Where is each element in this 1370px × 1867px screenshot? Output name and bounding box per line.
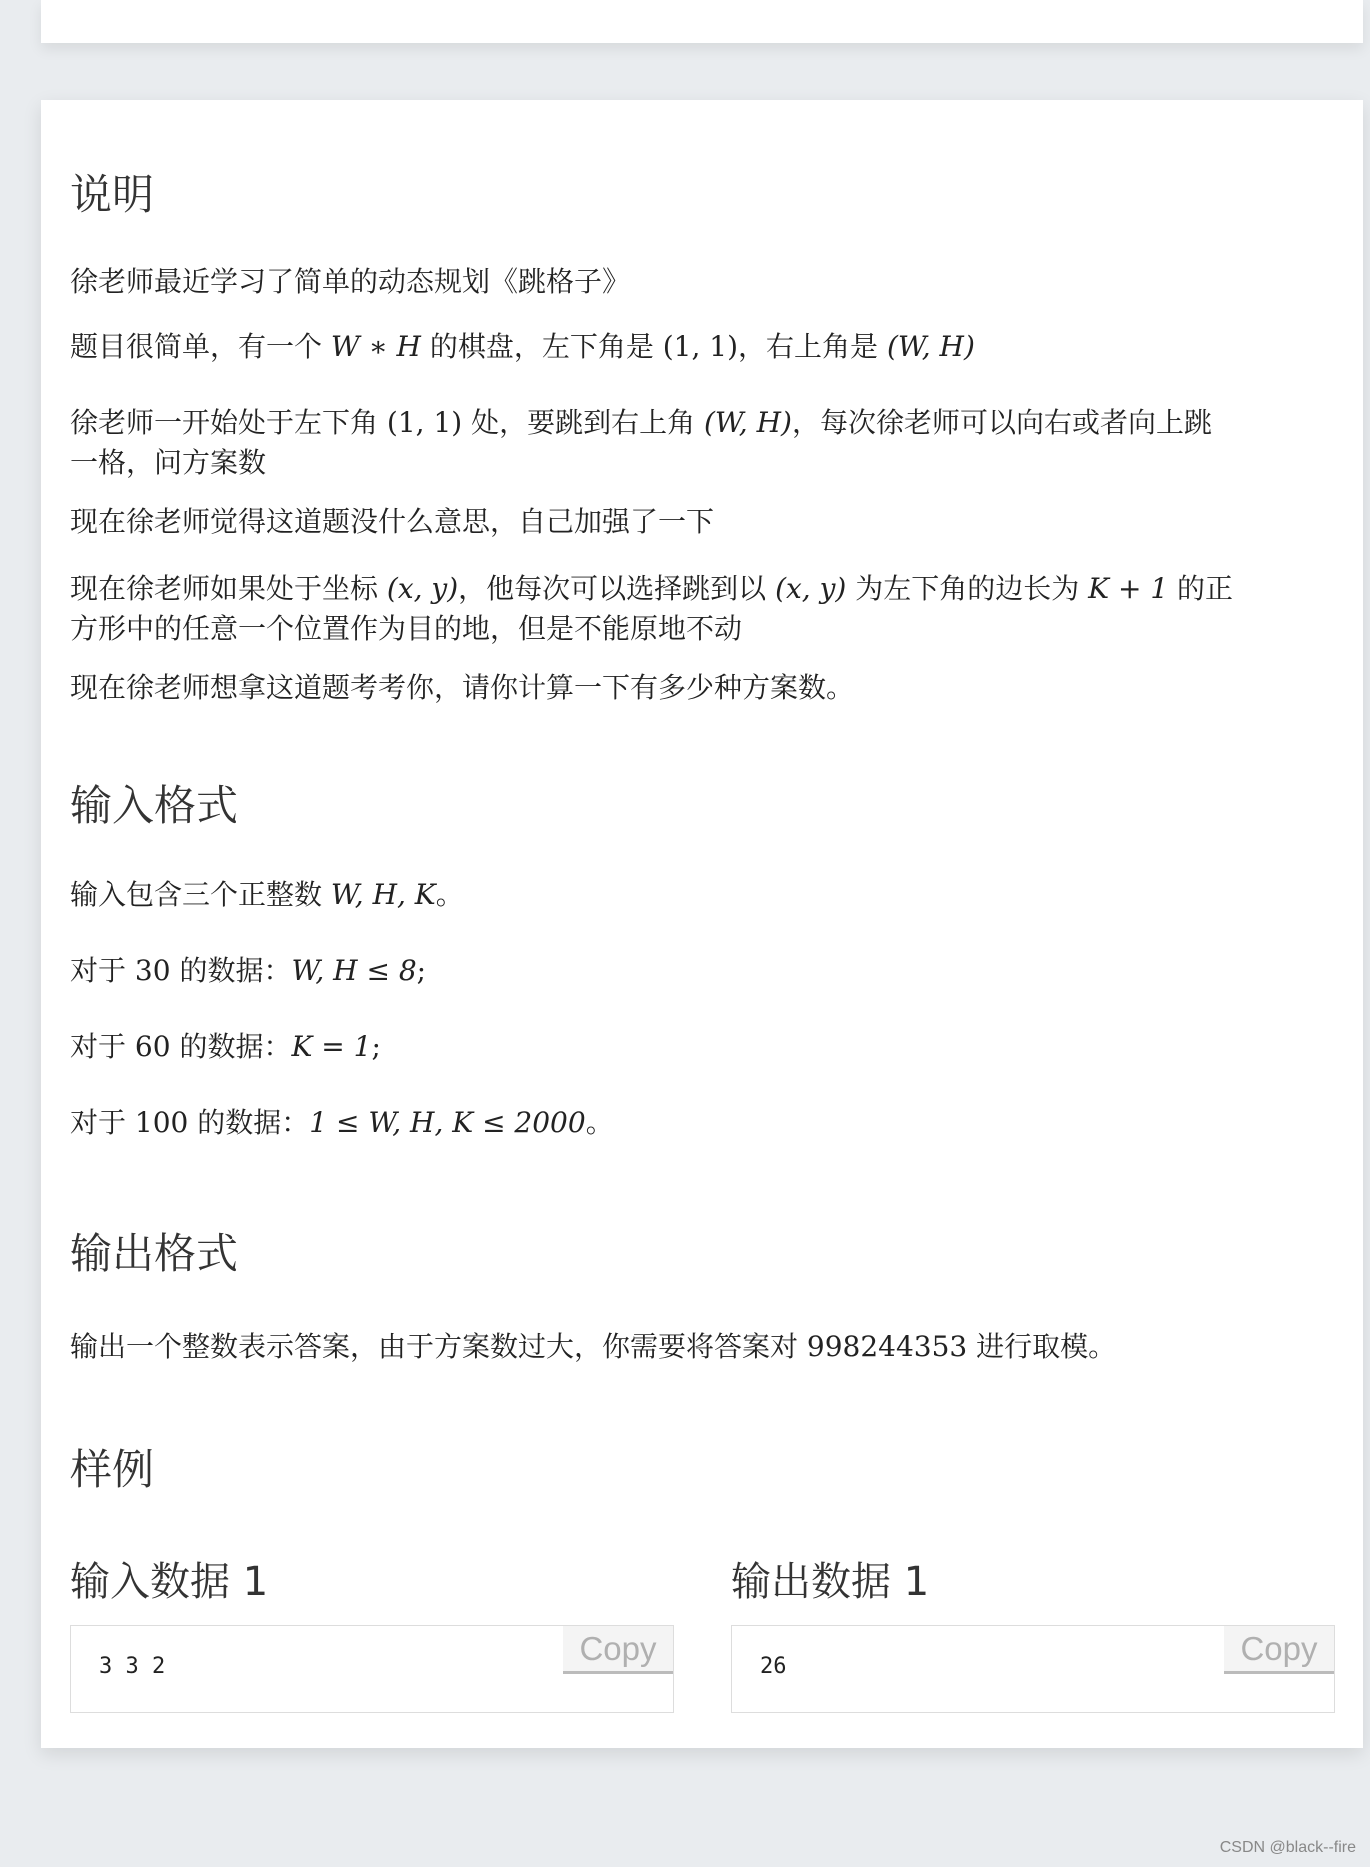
csdn-watermark: CSDN @black--fire xyxy=(1219,1839,1356,1856)
sample-output-title: 输出数据 1 xyxy=(731,1559,930,1605)
input-format-line-4: 对于 100 的数据：1 ≤ W, H, K ≤ 2000。 xyxy=(70,1106,614,1139)
sample-input-box xyxy=(70,1625,674,1713)
description-line-5-cont: 方形中的任意一个位置作为目的地，但是不能原地不动 xyxy=(70,612,743,645)
description-line-1: 徐老师最近学习了简单的动态规划《跳格子》 xyxy=(70,265,631,298)
sample-output-content: 26 xyxy=(760,1654,787,1679)
output-format-line: 输出一个整数表示答案，由于方案数过大，你需要将答案对 998244353 进行取模。 xyxy=(70,1330,1117,1363)
description-line-2: 题目很简单，有一个 W ∗ H 的棋盘，左下角是 (1, 1)，右上角是 (W, H) xyxy=(70,330,975,363)
sample-input-content: 3 3 2 xyxy=(99,1654,166,1679)
samples-heading: 样例 xyxy=(70,1445,155,1494)
description-line-3: 徐老师一开始处于左下角 (1, 1) 处，要跳到右上角 (W, H)，每次徐老师可以向右或者向上跳 xyxy=(70,406,1212,439)
input-format-line-2: 对于 30 的数据：W, H ≤ 8; xyxy=(70,954,427,987)
description-line-3-cont: 一格，问方案数 xyxy=(70,446,267,479)
sample-input-title: 输入数据 1 xyxy=(70,1559,269,1605)
copy-output-button[interactable]: Copy xyxy=(1224,1626,1334,1674)
input-format-heading: 输入格式 xyxy=(70,781,239,830)
problem-card xyxy=(41,100,1363,1748)
copy-input-button[interactable]: Copy xyxy=(563,1626,673,1674)
previous-card xyxy=(41,0,1363,43)
description-heading: 说明 xyxy=(70,170,155,219)
input-format-line-3: 对于 60 的数据：K = 1; xyxy=(70,1030,381,1063)
output-format-heading: 输出格式 xyxy=(70,1229,239,1278)
description-line-5: 现在徐老师如果处于坐标 (x, y)，他每次可以选择跳到以 (x, y) 为左下角的边长为 K + 1 的正 xyxy=(70,572,1234,605)
sample-output-box xyxy=(731,1625,1335,1713)
description-line-4: 现在徐老师觉得这道题没什么意思，自己加强了一下 xyxy=(70,505,715,538)
input-format-line-1: 输入包含三个正整数 W, H, K。 xyxy=(70,878,464,911)
description-line-6: 现在徐老师想拿这道题考考你，请你计算一下有多少种方案数。 xyxy=(70,671,855,704)
